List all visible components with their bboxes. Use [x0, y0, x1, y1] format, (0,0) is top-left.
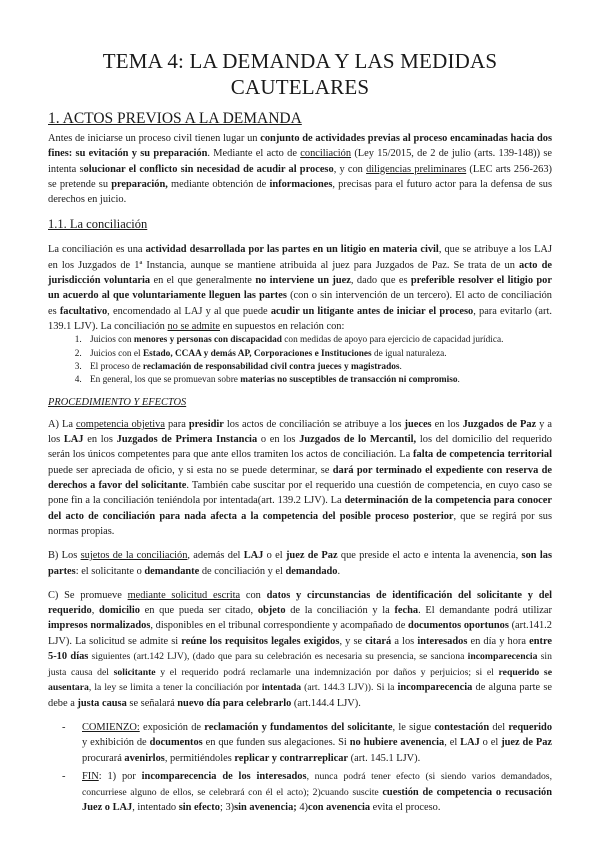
paragraph-conciliacion: La conciliación es una actividad desarrollada por las partes en un litigio en materia civil, que se atribuye a los LAJ en los Juzgados de 1ª Instancia, aunque se mantiene atribuida al juez para Juzgados de Paz. Se trata de un acto de jurisdicción voluntaria en el que generalmente no interviene un juez, dado que es preferible resolver el litigio por un acuerdo al que voluntariamente lleguen las partes (con o sin intervención de un tercero). El acto de conciliación es facultativo, encomendado al LAJ y al que puede acudir un litigante antes de iniciar el proceso, para evitarlo (art. 139.1 LJV). La conciliación no se admite en supuestos en relación con: — [48, 244, 552, 332]
section-heading-1-1: 1.1. La conciliación — [48, 217, 148, 232]
paragraph-b-sujetos: B) Los sujetos de la conciliación, además del LAJ o el juez de Paz que preside el acto e intenta la avenencia, son las partes: el solicitante o demandante de conciliación y el demandado. — [48, 550, 552, 577]
section-heading-1: 1. ACTOS PREVIOS A LA DEMANDA — [48, 110, 302, 127]
procedure-steps-list — [48, 720, 552, 815]
procedimiento-label: PROCEDIMIENTO Y EFECTOS — [48, 396, 187, 408]
list-item: 1. Juicios con menores y personas con discapacidad con medidas de apoyo para ejercicio de capacidad jurídica. — [84, 334, 552, 347]
paragraph-a-competencia: A) La competencia objetiva para presidir los actos de conciliación se atribuye a los jueces en los Juzgados de Paz y a los LAJ en los Juzgados de Primera Instancia o en los Juzgados de lo Mercantil, los del domicilio del requerido serán los únicos competentes para que ante ellos tramiten los actos de conciliación. La falta de competencia territorial puede ser apreciada de oficio, y si esta no se puede determinar, se dará por terminado el expediente con reserva de derechos a favor del solicitante. También cabe suscitar por el requerido una cuestión de competencia, en cuyo caso se pone fin a la conciliación teniéndola por intentada(art. 139.2 LJV). La determinación de la competencia para conocer del acto de conciliación para nada afecta a la competencia del posible proceso posterior, que se regirá por sus normas propias. — [48, 418, 552, 537]
title-line-2: CAUTELARES — [230, 75, 370, 99]
list-item-fin: - FIN: 1) por incomparecencia de los interesados, nunca podrá tener efecto (si siendo varios demandados, concurriese alguno de ellos, se celebrará con él el acto); 2)cuando suscite cuestión de competencia o recusación Juez o LAJ, intentado sin efecto; 3)sin avenencia; 4)con avenencia evita el proceso. — [82, 769, 552, 815]
document-title — [48, 48, 552, 100]
document-page — [48, 40, 552, 819]
list-item: 2. Juicios con el Estado, CCAA y demás AP, Corporaciones e Instituciones de igual naturaleza. — [84, 348, 552, 361]
exclusions-list — [48, 334, 552, 388]
list-item: 3. El proceso de reclamación de responsabilidad civil contra jueces y magistrados. — [84, 361, 552, 374]
list-item-comienzo: - COMIENZO: exposición de reclamación y fundamentos del solicitante, le sigue contestación del requerido y exhibición de documentos en que funden sus alegaciones. Si no hubiere avenencia, el LAJ o el juez de Paz procurará avenirlos, permitiéndoles replicar y contrarreplicar (art. 145.1 LJV). — [82, 720, 552, 766]
title-line-1: TEMA 4: LA DEMANDA Y LAS MEDIDAS — [102, 49, 498, 73]
paragraph-c-solicitud: C) Se promueve mediante solicitud escrita con datos y circunstancias de identificación del solicitante y del requerido, domicilio en que pueda ser citado, objeto de la conciliación y la fecha. El demandante podrá utilizar impresos normalizados, disponibles en el tribunal correspondiente y acompañado de documentos oportunos (art.141.2 LJV). La solicitud se admite si reúne los requisitos legales exigidos, y se citará a los interesados en día y hora entre 5-10 días siguientes (art.142 LJV), (dado que para su celebración es necesaria su presencia, se sanciona incomparecencia sin justa causa del solicitante y el requerido podrá reclamarle una indemnización por daños y perjuicios; si el requerido se ausentara, la ley se limita a tener la conciliación por intentada (art. 144.3 LJV)). Si la incomparecencia de alguna parte se debe a justa causa se señalará nuevo día para celebrarlo (art.144.4 LJV). — [48, 589, 553, 709]
list-item: 4. En general, los que se promuevan sobre materias no susceptibles de transacción ni compromiso. — [84, 374, 552, 387]
paragraph-actos-previos: Antes de iniciarse un proceso civil tienen lugar un conjunto de actividades previas al proceso encaminadas hacia dos fines: su evitación y su preparación. Mediante el acto de conciliación (Ley 15/2015, de 2 de julio (arts. 139-148)) se intenta solucionar el conflicto sin necesidad de acudir al proceso, y con diligencias preliminares (LEC arts 256-263) se pretende su preparación, mediante obtención de informaciones, precisas para el futuro actor para la defensa de sus derechos en juicio. — [48, 133, 553, 206]
